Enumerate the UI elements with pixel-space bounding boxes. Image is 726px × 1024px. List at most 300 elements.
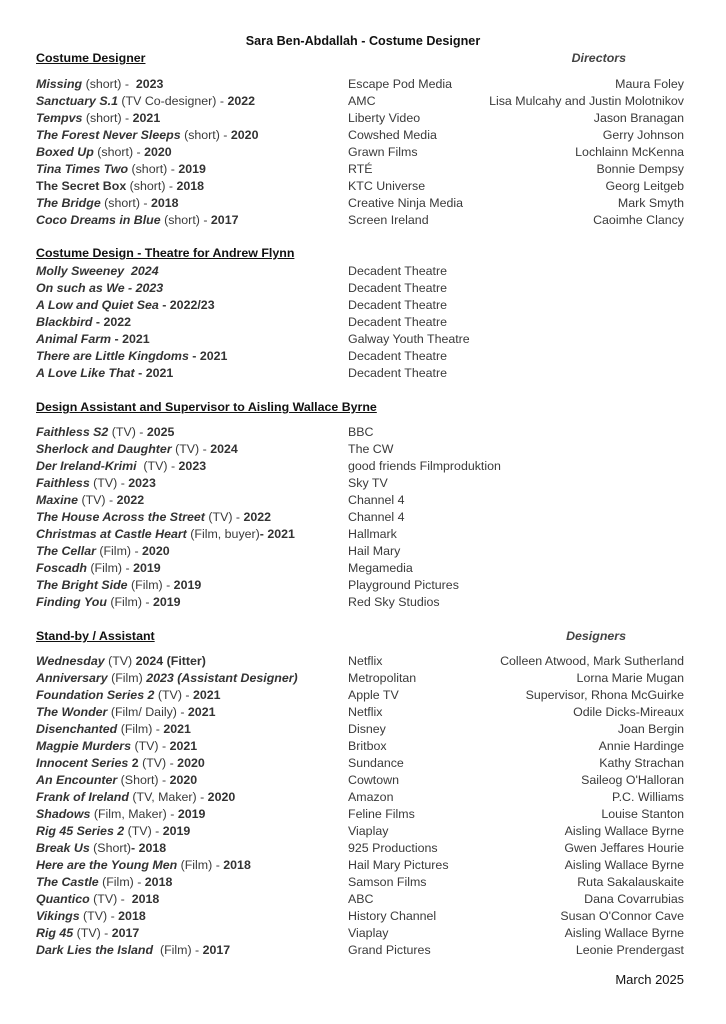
credit-note: (TV) - [138, 756, 178, 770]
credit-note: (TV) - [108, 425, 147, 439]
production-company: The CW [348, 442, 394, 456]
credit-title [36, 806, 205, 823]
section-costume-designer [36, 51, 684, 229]
credit-note: (TV) - [89, 476, 129, 490]
credit-year: - 2021 [134, 366, 174, 380]
credit-year: 2018 [150, 196, 179, 210]
credit-row [36, 840, 684, 857]
credit-person: Jason Branagan [593, 111, 684, 125]
credit-row [36, 925, 684, 942]
production-company: Viaplay [348, 926, 389, 940]
credit-note: (short) - [126, 179, 177, 193]
production-company: Cowshed Media [348, 128, 437, 142]
credit-year: 2022 [243, 510, 272, 524]
credit-title [36, 127, 258, 144]
credit-person: Caoimhe Clancy [593, 213, 684, 227]
section-header [36, 629, 684, 646]
credit-row [36, 560, 684, 577]
credit-year: 2019 [153, 595, 181, 609]
credit-row [36, 823, 684, 840]
production-company: Netflix [348, 705, 383, 719]
credit-title [36, 76, 163, 93]
production-company: Decadent Theatre [348, 315, 447, 329]
credit-year: 2023 [128, 476, 156, 490]
credit-title [36, 755, 205, 772]
production-title: Frank of Ireland [36, 790, 129, 804]
credit-title [36, 891, 159, 908]
credit-title [36, 178, 204, 195]
section-title: Design Assistant and Supervisor to Aisling Wallace Byrne [36, 400, 377, 414]
production-company: Liberty Video [348, 111, 421, 125]
credit-title [36, 772, 197, 789]
credit-year: 2018 [176, 179, 205, 193]
production-title: The Bridge [36, 196, 101, 210]
credit-person: Maura Foley [615, 77, 684, 91]
production-title: The Cellar [36, 544, 96, 558]
credit-note: (short) - [128, 162, 179, 176]
production-company: Hail Mary Pictures [348, 858, 449, 872]
production-company: Sky TV [348, 476, 388, 490]
credit-year: 2023 [178, 459, 207, 473]
credit-year: 2021 [132, 111, 161, 125]
production-company: Samson Films [348, 875, 427, 889]
credit-title [36, 908, 146, 925]
credit-person: Supervisor, Rhona McGuirke [525, 688, 684, 702]
production-company: Metropolitan [348, 671, 417, 685]
credit-row [36, 942, 684, 959]
section-design-assistant [36, 400, 684, 611]
credit-row [36, 509, 684, 526]
production-company: Grawn Films [348, 145, 418, 159]
production-company: AMC [348, 94, 376, 108]
credit-row [36, 594, 684, 611]
production-company: Hail Mary [348, 544, 401, 558]
credit-note: (TV) [104, 654, 136, 668]
production-title: Maxine [36, 493, 79, 507]
production-company: Channel 4 [348, 493, 405, 507]
production-title: Finding You [36, 595, 107, 609]
production-company: RTÉ [348, 162, 373, 176]
credit-title [36, 492, 144, 509]
credit-note: (TV) - [171, 442, 211, 456]
credit-person: Bonnie Dempsy [596, 162, 684, 176]
production-company: Disney [348, 722, 386, 736]
credit-note: (Short) [89, 841, 132, 855]
credit-note: (Film, Maker) - [90, 807, 178, 821]
production-company: Feline Films [348, 807, 415, 821]
production-title: The Bright Side [36, 578, 128, 592]
credit-note: (Film) - [153, 943, 203, 957]
credit-title [36, 458, 206, 475]
credit-title [36, 789, 235, 806]
credit-list [36, 76, 684, 229]
credit-title [36, 687, 221, 704]
credit-title [36, 526, 295, 543]
credit-note: (TV) - [204, 510, 244, 524]
production-company: Creative Ninja Media [348, 196, 464, 210]
credit-person: Lisa Mulcahy and Justin Molotnikov [489, 94, 684, 108]
section-header [36, 246, 684, 263]
credit-title [36, 93, 255, 110]
production-title: Break Us [36, 841, 90, 855]
credit-person: Ruta Sakalauskaite [577, 875, 684, 889]
production-company: ABC [348, 892, 374, 906]
credit-note: (TV) - [79, 909, 119, 923]
credit-row [36, 738, 684, 755]
credit-year: - 2018 [131, 841, 167, 855]
production-company: Red Sky Studios [348, 595, 440, 609]
credit-row [36, 297, 684, 314]
credit-person: Saileog O'Halloran [581, 773, 684, 787]
credit-row [36, 110, 684, 127]
credit-year: 2020 [142, 544, 170, 558]
production-title: Wednesday [36, 654, 105, 668]
production-title: A Love Like That [36, 366, 135, 380]
production-company: Sundance [348, 756, 404, 770]
credit-row [36, 331, 684, 348]
credit-title [36, 195, 179, 212]
production-company: Decadent Theatre [348, 298, 447, 312]
production-company: Decadent Theatre [348, 366, 447, 380]
credit-row [36, 874, 684, 891]
credit-person: Dana Covarrubias [584, 892, 684, 906]
credit-person: Odile Dicks-Mireaux [573, 705, 684, 719]
production-title: The Castle [36, 875, 99, 889]
credit-note: (short) - [82, 111, 133, 125]
credit-note: (Film) - [86, 561, 134, 575]
credit-person: Lochlainn McKenna [575, 145, 684, 159]
credit-note: (Film) - [106, 595, 153, 609]
credit-note: (short) - [82, 77, 136, 91]
production-company: 925 Productions [348, 841, 438, 855]
credit-person: Aisling Wallace Byrne [564, 858, 684, 872]
credit-row [36, 93, 684, 110]
section-title: Costume Designer [36, 51, 146, 65]
credit-year: 2020 [177, 756, 205, 770]
credit-row [36, 806, 684, 823]
credit-year: 2021 [187, 705, 216, 719]
credit-title [36, 560, 161, 577]
credit-row [36, 721, 684, 738]
credit-note: (Short) - [117, 773, 170, 787]
credit-note: (TV Co-designer) - [117, 94, 228, 108]
production-title: Innocent Series [36, 756, 129, 770]
credit-title [36, 823, 190, 840]
production-title: Coco Dreams in Blue [36, 213, 161, 227]
production-title: The Secret Box [36, 179, 127, 193]
production-title: Here are the Young Men [36, 858, 178, 872]
credit-title [36, 925, 139, 942]
credit-person: Louise Stanton [601, 807, 684, 821]
production-title: Rig 45 [36, 926, 74, 940]
credit-row [36, 348, 684, 365]
credit-title [36, 297, 215, 314]
credit-title [36, 942, 230, 959]
credit-person: Georg Leitgeb [605, 179, 684, 193]
production-company: good friends Filmproduktion [348, 459, 501, 473]
production-title: Foscadh [36, 561, 87, 575]
credit-row [36, 161, 684, 178]
credit-year: 2019 [173, 578, 202, 592]
credit-note: (Film, buyer) [186, 527, 260, 541]
credit-title [36, 653, 206, 670]
credit-note: (TV) - [78, 493, 117, 507]
credit-person: Leonie Prendergast [575, 943, 684, 957]
credit-row [36, 526, 684, 543]
production-title: Dark Lies the Island [36, 943, 154, 957]
credit-row [36, 441, 684, 458]
credit-note: (Film) - [117, 722, 164, 736]
credit-title [36, 441, 238, 458]
credit-row [36, 492, 684, 509]
credit-year: 2019 [133, 561, 161, 575]
production-company: History Channel [348, 909, 437, 923]
credit-person: Joan Bergin [617, 722, 684, 736]
credit-title [36, 331, 150, 348]
credit-note: (TV) - [143, 459, 179, 473]
credit-person: Mark Smyth [617, 196, 684, 210]
credit-row [36, 857, 684, 874]
production-title: Rig 45 Series 2 [36, 824, 125, 838]
credit-title [36, 348, 227, 365]
credit-year: 2017 [111, 926, 140, 940]
production-title: Blackbird [36, 315, 93, 329]
credit-year: 2020 [230, 128, 259, 142]
credit-row [36, 543, 684, 560]
production-title: Vikings [36, 909, 80, 923]
production-company: Galway Youth Theatre [348, 332, 470, 346]
production-title: Foundation Series 2 [36, 688, 155, 702]
credit-note: (short) - [100, 196, 151, 210]
credit-year: 2019 [162, 824, 191, 838]
production-company: Channel 4 [348, 510, 405, 524]
credit-list [36, 263, 684, 382]
credit-row [36, 178, 684, 195]
production-title: Sherlock and Daughter [36, 442, 172, 456]
credit-year: 2021 [163, 722, 191, 736]
credit-title [36, 509, 271, 526]
document-title: Sara Ben-Abdallah - Costume Designer [245, 34, 481, 48]
production-company: Britbox [348, 739, 387, 753]
production-title: Faithless S2 [36, 425, 109, 439]
credit-note: (short) - [93, 145, 145, 159]
credit-title [36, 161, 206, 178]
credit-person: Annie Hardinge [598, 739, 684, 753]
credit-title [36, 365, 173, 382]
credit-note: (TV) - [131, 739, 170, 753]
production-company: Hallmark [348, 527, 397, 541]
credit-year: 2019 [177, 807, 206, 821]
production-company: Decadent Theatre [348, 264, 447, 278]
credit-title [36, 874, 172, 891]
credit-year: 2018 [118, 909, 146, 923]
credit-title [36, 110, 160, 127]
production-title: Molly Sweeney 2024 [36, 264, 159, 278]
production-title: The House Across the Street [36, 510, 205, 524]
credit-year: 2020 [207, 790, 236, 804]
credit-note: (TV) - [73, 926, 112, 940]
credit-title [36, 424, 174, 441]
credit-note: (short) - [160, 213, 211, 227]
section-standby-assistant [36, 629, 684, 959]
credit-title [36, 314, 131, 331]
credit-row [36, 212, 684, 229]
credit-year: 2023 (Assistant Designer) [146, 671, 298, 685]
credit-row [36, 772, 684, 789]
credit-year: 2018 [223, 858, 251, 872]
production-title: The Forest Never Sleeps [36, 128, 181, 142]
credit-row [36, 263, 684, 280]
production-title: Anniversary [36, 671, 108, 685]
credit-person: Gerry Johnson [602, 128, 684, 142]
credit-year: 2021 [192, 688, 221, 702]
credit-note: (Film) - [177, 858, 224, 872]
credit-title [36, 840, 166, 857]
credit-row [36, 704, 684, 721]
credit-year: 2023 [135, 77, 164, 91]
credit-note: (Film) - [127, 578, 174, 592]
credit-title [36, 475, 156, 492]
production-title: Faithless [36, 476, 90, 490]
production-company: Grand Pictures [348, 943, 431, 957]
credit-title [36, 704, 215, 721]
production-company: Cowtown [348, 773, 399, 787]
production-title: Animal Farm [36, 332, 112, 346]
production-title: Boxed Up [36, 145, 94, 159]
column-header-directors: Directors [571, 51, 626, 65]
credit-row [36, 280, 684, 297]
credit-year: - 2022/23 [158, 298, 215, 312]
credit-title [36, 144, 172, 161]
credit-row [36, 127, 684, 144]
credit-note: (Film/ Daily) - [107, 705, 188, 719]
production-company: Escape Pod Media [348, 77, 453, 91]
credit-note: (Film) - [98, 875, 145, 889]
credit-title [36, 721, 191, 738]
credit-year: 2020 [144, 145, 172, 159]
credit-note: (short) - [180, 128, 231, 142]
credit-note: (Film) - [95, 544, 143, 558]
production-title: Quantico [36, 892, 90, 906]
credit-row [36, 144, 684, 161]
production-title: An Encounter [36, 773, 118, 787]
column-header-designers: Designers [566, 629, 626, 643]
credit-year: 2017 [202, 943, 231, 957]
credit-note: (TV) - [154, 688, 193, 702]
credit-year: 2019 [178, 162, 206, 176]
credit-row [36, 891, 684, 908]
credit-row [36, 670, 684, 687]
credit-year: - 2021 [111, 332, 150, 346]
credit-row [36, 76, 684, 93]
credit-title [36, 738, 197, 755]
production-company: Screen Ireland [348, 213, 429, 227]
section-title: Costume Design - Theatre for Andrew Flynn [36, 246, 295, 260]
production-company: BBC [348, 425, 374, 439]
production-title: Christmas at Castle Heart [36, 527, 187, 541]
credit-note: (TV) - [89, 892, 132, 906]
credit-person: Aisling Wallace Byrne [564, 926, 684, 940]
production-company: Decadent Theatre [348, 349, 447, 363]
credit-title [36, 212, 238, 229]
credit-row [36, 424, 684, 441]
credit-note: (TV) - [124, 824, 163, 838]
credit-year: 2018 [144, 875, 173, 889]
production-company: Decadent Theatre [348, 281, 447, 295]
credit-person: Susan O'Connor Cave [560, 909, 684, 923]
credit-row [36, 458, 684, 475]
credit-title [36, 577, 201, 594]
production-title: Der Ireland-Krimi [36, 459, 144, 473]
production-company: Viaplay [348, 824, 389, 838]
credit-year: 2018 [131, 892, 160, 906]
credit-year: 2017 [210, 213, 239, 227]
credit-person: Lorna Marie Mugan [576, 671, 684, 685]
credit-title [36, 263, 159, 280]
production-company: Apple TV [348, 688, 399, 702]
production-company: KTC Universe [348, 179, 426, 193]
section-title: Stand-by / Assistant [36, 629, 155, 643]
credit-title [36, 280, 163, 297]
credit-row [36, 475, 684, 492]
credit-year: 2020 [169, 773, 198, 787]
credit-note: (TV, Maker) - [128, 790, 208, 804]
credit-person: Gwen Jeffares Hourie [564, 841, 684, 855]
credit-title [36, 543, 170, 560]
credit-list [36, 653, 684, 959]
credit-year: 2024 (Fitter) [135, 654, 206, 668]
production-company: Playground Pictures [348, 578, 459, 592]
credit-row [36, 908, 684, 925]
section-theatre [36, 246, 684, 382]
section-header [36, 51, 684, 68]
credit-row [36, 577, 684, 594]
production-title: A Low and Quiet Sea [36, 298, 159, 312]
footer-date: March 2025 [615, 972, 684, 987]
credit-year: - 2021 [188, 349, 228, 363]
credit-row [36, 314, 684, 331]
credit-title [36, 857, 251, 874]
production-title: Tina Times Two [36, 162, 129, 176]
production-title: Disenchanted [36, 722, 118, 736]
credit-year: 2021 [169, 739, 198, 753]
credit-year: 2022 [116, 493, 145, 507]
credit-row [36, 789, 684, 806]
production-title: The Wonder [36, 705, 108, 719]
credit-year: 2 [128, 756, 139, 770]
credit-row [36, 653, 684, 670]
production-title: Shadows [36, 807, 91, 821]
credit-year: 2024 [210, 442, 238, 456]
credit-row [36, 755, 684, 772]
credit-year: 2025 [146, 425, 175, 439]
production-title: On such as We - 2023 [36, 281, 164, 295]
credit-year: 2022 [227, 94, 256, 108]
credit-person: Colleen Atwood, Mark Sutherland [500, 654, 684, 668]
credit-row [36, 195, 684, 212]
credit-row [36, 365, 684, 382]
production-title: There are Little Kingdoms [36, 349, 189, 363]
credit-person: Kathy Strachan [599, 756, 684, 770]
credit-title [36, 670, 298, 687]
production-title: Missing [36, 77, 83, 91]
production-company: Netflix [348, 654, 383, 668]
credit-person: P.C. Williams [611, 790, 684, 804]
production-company: Amazon [348, 790, 394, 804]
credit-note: (Film) [107, 671, 147, 685]
credit-year: - 2022 [92, 315, 132, 329]
section-header [36, 400, 684, 417]
